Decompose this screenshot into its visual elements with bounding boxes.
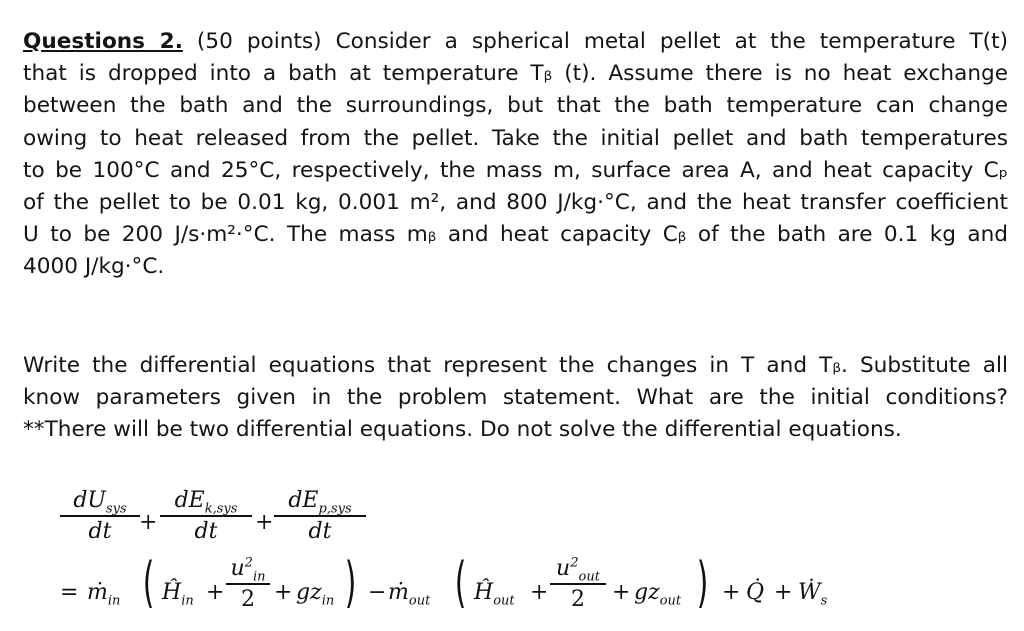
mass-flow-out: ṁ$_{out}$	[388, 580, 431, 609]
paren-close-in: )	[344, 551, 357, 614]
rhs-plus-1: +	[206, 580, 225, 605]
question-line-8: 4000 J/kg·°C.	[23, 254, 165, 280]
lhs-plus-2: +	[255, 510, 274, 535]
lhs-term-internal-energy: $dU_{sys}$ dt	[60, 488, 140, 544]
question-line-6: of the pellet to be 0.01 kg, 0.001 m², and 800 J/kg·°C, and the heat transfer coefficient	[23, 190, 1008, 216]
enthalpy-out: $Ĥ_{out}$	[474, 580, 515, 609]
instruction-line-1: Write the differential equations that represent the changes in T and Tᵦ. Substitute all	[23, 353, 1008, 378]
question-line-4: owing to heat released from the pellet. Take the initial pellet and bath temperatures	[23, 125, 1008, 151]
mass-flow-in: ṁ$_{in}$	[87, 580, 121, 609]
lhs-plus-1: +	[139, 510, 158, 535]
gz-in: $gz_{in}$	[296, 580, 335, 609]
heat-rate: Q̇	[746, 580, 765, 605]
paren-close-out: )	[696, 551, 709, 614]
rhs-plus-5: +	[722, 580, 741, 605]
question-line-2: that is dropped into a bath at temperature Tᵦ (t). Assume there is no heat exchange	[23, 61, 1008, 87]
rhs-plus-6: +	[774, 580, 793, 605]
enthalpy-in: $Ĥ_{in}$	[162, 580, 194, 609]
rhs-plus-2: +	[274, 580, 293, 605]
paren-open-out: (	[454, 551, 467, 614]
question-heading: Questions 2.	[23, 29, 183, 54]
lhs-term-kinetic-energy: $dE_{k,sys}$ dt	[160, 488, 252, 544]
equals-sign: =	[60, 580, 79, 605]
instruction-line-2: know parameters given in the problem statement. What are the initial conditions?	[23, 385, 1008, 411]
question-line-1: Questions 2. (50 points) Consider a spherical metal pellet at the temperature T(t)	[23, 29, 1008, 54]
paren-open-in: (	[142, 551, 155, 614]
question-line-3: between the bath and the surroundings, but that the bath temperature can change	[23, 93, 1008, 119]
kinetic-in-fraction: $u^2_{in}$ 2	[226, 556, 270, 612]
instruction-line-3: **There will be two differential equations. Do not solve the differential equations.	[23, 417, 902, 443]
rhs-plus-4: +	[612, 580, 631, 605]
rhs-plus-3: +	[530, 580, 549, 605]
shaft-work-rate: Ẇ$_s$	[798, 580, 828, 609]
gz-out: $gz_{out}$	[634, 580, 682, 609]
minus-sign: −	[368, 580, 387, 605]
question-line-7: U to be 200 J/s·m²·°C. The mass mᵦ and heat capacity Cᵦ of the bath are 0.1 kg and	[23, 222, 1008, 248]
lhs-term-potential-energy: $dE_{p,sys}$ dt	[274, 488, 366, 544]
kinetic-out-fraction: $u^2_{out}$ 2	[550, 556, 606, 612]
question-line-5: to be 100°C and 25°C, respectively, the mass m, surface area A, and heat capacity Cₚ	[23, 157, 1008, 183]
